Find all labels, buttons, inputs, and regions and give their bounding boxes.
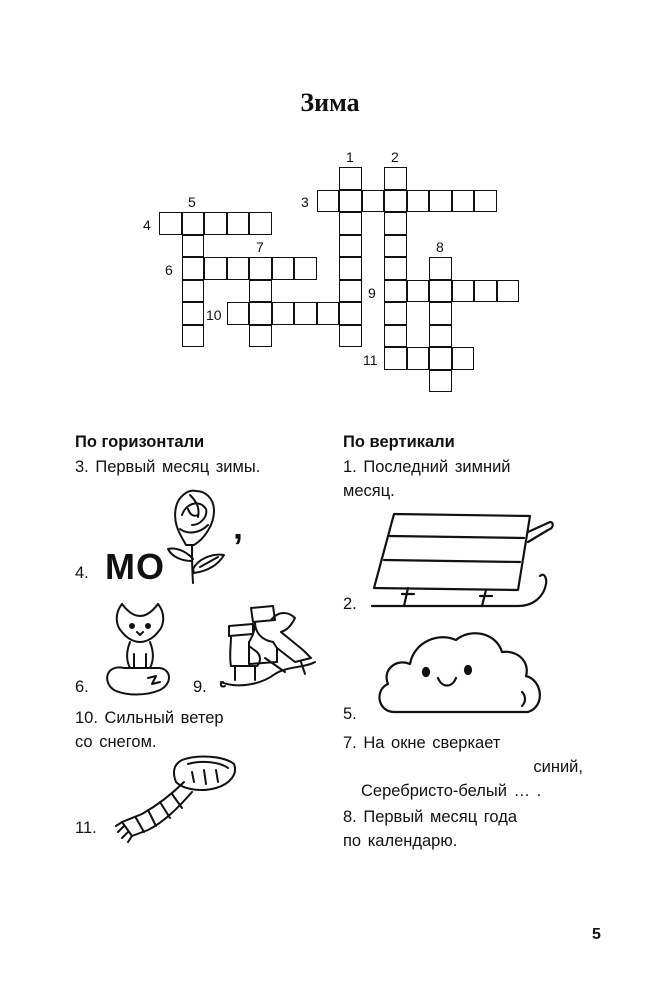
crossword-cell [429, 325, 452, 348]
crossword-cell [227, 302, 250, 325]
item-9-label: 9. [193, 678, 207, 696]
fox-icon [100, 598, 180, 703]
crossword-number: 11 [363, 352, 378, 368]
crossword-cell [339, 302, 362, 325]
clue-10-line-2: со снегом. [75, 733, 157, 751]
crossword-cell [249, 325, 272, 348]
crossword-cell [339, 167, 362, 190]
crossword-cell [474, 190, 497, 213]
crossword-cell [429, 280, 452, 303]
crossword-cell [339, 190, 362, 213]
skates-icon [215, 602, 325, 707]
crossword-cell [339, 257, 362, 280]
crossword-number: 5 [188, 194, 196, 210]
crossword-cell [339, 280, 362, 303]
clue-1-line-2: месяц. [343, 482, 395, 500]
clue-8-line-1: 8. Первый месяц года [343, 808, 517, 826]
rose-icon [160, 485, 230, 590]
crossword-cell [407, 347, 430, 370]
crossword-cell [294, 257, 317, 280]
item-11-label: 11. [75, 819, 97, 837]
crossword-cell [384, 257, 407, 280]
item-5-label: 5. [343, 705, 357, 723]
crossword-cell [384, 325, 407, 348]
item-2-label: 2. [343, 595, 357, 613]
crossword-cell [429, 190, 452, 213]
page-title: Зима [300, 88, 360, 117]
crossword-cell [429, 347, 452, 370]
crossword-cell [429, 257, 452, 280]
crossword-cell [182, 302, 205, 325]
item-4-label: 4. [75, 564, 89, 582]
crossword-cell [182, 212, 205, 235]
rebus-comma: ’ [233, 526, 245, 567]
crossword-cell [339, 325, 362, 348]
crossword-cell [294, 302, 317, 325]
crossword-cell [407, 190, 430, 213]
crossword-cell [249, 257, 272, 280]
crossword-cell [384, 167, 407, 190]
crossword-number: 6 [165, 262, 173, 278]
cloud-icon [372, 626, 548, 727]
crossword-cell [227, 212, 250, 235]
crossword-cell [497, 280, 520, 303]
crossword-cell [159, 212, 182, 235]
clue-7-line-2: синий, [533, 758, 583, 776]
crossword-cell [384, 347, 407, 370]
down-heading: По вертикали [343, 433, 455, 451]
crossword-number: 9 [368, 285, 376, 301]
crossword-cell [249, 302, 272, 325]
crossword-cell [452, 190, 475, 213]
crossword-cell [204, 212, 227, 235]
rebus-text: МО [105, 546, 165, 587]
crossword-number: 7 [256, 239, 264, 255]
crossword-cell [429, 302, 452, 325]
crossword-number: 1 [346, 149, 354, 165]
clue-3: 3. Первый месяц зимы. [75, 458, 261, 476]
crossword-number: 2 [391, 149, 399, 165]
crossword-cell [384, 190, 407, 213]
crossword-cell [474, 280, 497, 303]
clue-1-line-1: 1. Последний зимний [343, 458, 511, 476]
crossword-cell [249, 212, 272, 235]
across-heading: По горизонтали [75, 433, 205, 451]
crossword-cell [317, 190, 340, 213]
crossword-cell [384, 212, 407, 235]
crossword-number: 3 [301, 194, 309, 210]
crossword-cell [227, 257, 250, 280]
scarf-icon [112, 752, 242, 849]
crossword-cell [339, 212, 362, 235]
crossword-cell [384, 280, 407, 303]
crossword-cell [339, 235, 362, 258]
sled-icon [368, 508, 568, 613]
crossword-cell [384, 235, 407, 258]
crossword-cell [407, 280, 430, 303]
crossword-cell [272, 302, 295, 325]
crossword-cell [272, 257, 295, 280]
crossword-number: 8 [436, 239, 444, 255]
crossword-number: 10 [206, 307, 222, 323]
crossword-cell [182, 235, 205, 258]
clue-10-line-1: 10. Сильный ветер [75, 709, 224, 727]
crossword-cell [204, 257, 227, 280]
page-number: 5 [592, 926, 601, 943]
clue-7-line-1: 7. На окне сверкает [343, 734, 501, 752]
crossword-cell [452, 280, 475, 303]
item-6-label: 6. [75, 678, 89, 696]
crossword-cell [249, 280, 272, 303]
crossword-cell [362, 190, 385, 213]
clue-8-line-2: по календарю. [343, 832, 458, 850]
crossword-cell [429, 370, 452, 393]
crossword-number: 4 [143, 217, 151, 233]
crossword-cell [182, 280, 205, 303]
crossword-cell [317, 302, 340, 325]
crossword-cell [182, 257, 205, 280]
clue-7-line-3: Серебристо-белый … . [361, 782, 542, 800]
crossword-grid [0, 0, 660, 400]
crossword-cell [182, 325, 205, 348]
crossword-cell [452, 347, 475, 370]
crossword-cell [384, 302, 407, 325]
